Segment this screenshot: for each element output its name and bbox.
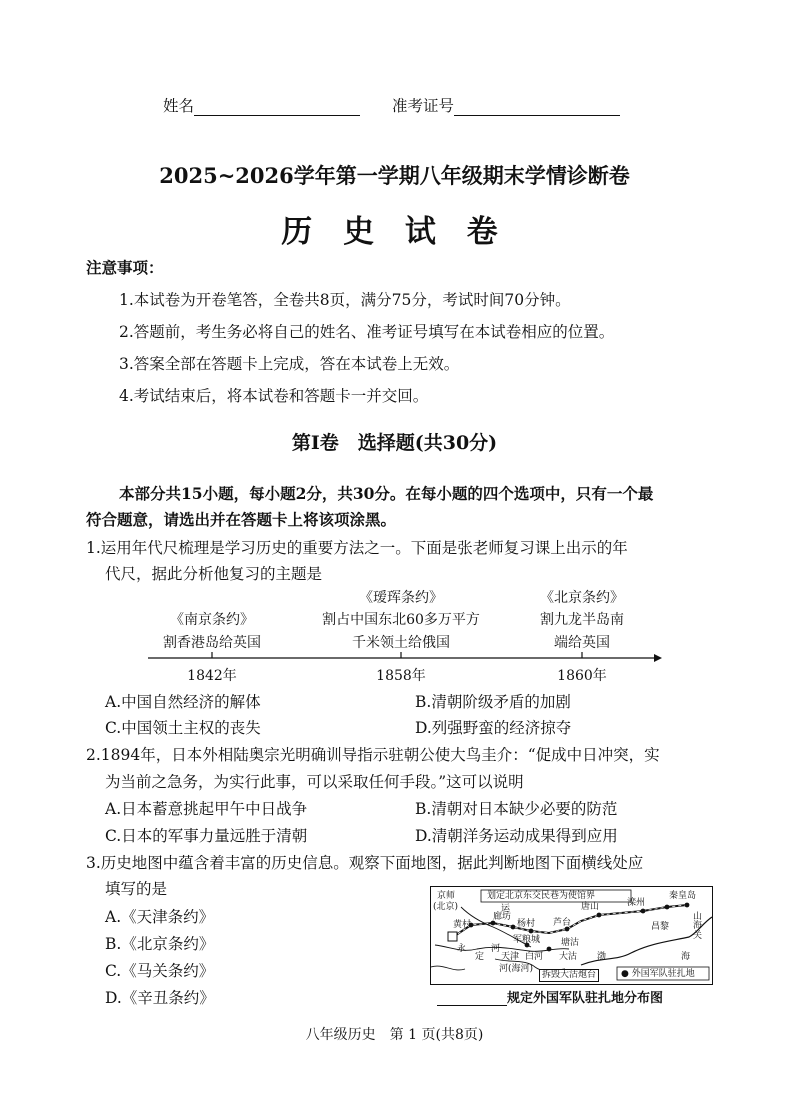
q3-map [430, 886, 713, 985]
timeline-desc: 割香港岛给英国 [163, 635, 261, 651]
timeline-treaty: 《瑷珲条约》 [359, 590, 443, 606]
map-label: 滦州 [627, 898, 646, 908]
map-label: 定 [475, 952, 485, 962]
q1-option-c[interactable]: C.中国领土主权的丧失 [105, 719, 261, 737]
map-label: 黄村 [453, 920, 472, 930]
q1-option-d[interactable]: D.列强野蛮的经济掠夺 [415, 719, 572, 737]
q2-stem: 2.1894年，日本外相陆奥宗光明确训导指示驻朝公使大鸟圭介：“促成中日冲突，实 [86, 746, 660, 764]
map-label: 河 [491, 944, 501, 954]
note-item: 1.本试卷为开卷笔答，全卷共8页，满分75分，考试时间70分钟。 [119, 291, 571, 309]
section-intro: 本部分共15小题，每小题2分，共30分。在每小题的四个选项中，只有一个最 [119, 484, 654, 503]
q2-option-a[interactable]: A.日本蓄意挑起甲午中日战争 [105, 800, 308, 818]
map-label: 拆毁大沽炮台 [539, 969, 599, 982]
map-caption [437, 987, 663, 1006]
section-title: 第Ⅰ卷 选择题(共30分) [291, 432, 498, 454]
timeline-treaty: 《北京条约》 [540, 590, 624, 606]
timeline-desc: 割九龙半岛南 [540, 612, 624, 628]
id-label: 准考证号 [392, 97, 455, 115]
q1-stem: 代尺，据此分析他复习的主题是 [105, 565, 323, 583]
subject-title: 历 史 试 卷 [281, 214, 508, 250]
page-footer: 八年级历史 第 1 页(共8页) [305, 1027, 484, 1043]
map-label: 海 [681, 952, 691, 962]
map-label: 军粮城 [513, 935, 541, 945]
timeline-desc: 千米领土给俄国 [352, 635, 450, 651]
map-label: 杨村 [517, 919, 536, 929]
id-blank[interactable] [454, 98, 620, 116]
note-item: 4.考试结束后，将本试卷和答题卡一并交回。 [119, 387, 429, 405]
map-label: (北京) [433, 902, 459, 912]
map-label: 山海关 [693, 912, 703, 941]
map-label: 廊坊 [493, 912, 512, 922]
caption-blank[interactable] [437, 992, 507, 1006]
q2-stem: 为当前之急务，为实行此事，可以采取任何手段。”这可以说明 [105, 773, 524, 791]
q1-option-b[interactable]: B.清朝阶级矛盾的加剧 [415, 693, 571, 711]
q1-stem: 1.运用年代尺梳理是学习历史的重要方法之一。下面是张老师复习课上出示的年 [86, 539, 628, 557]
exam-title: 2025~2026学年第一学期八年级期末学情诊断卷 [159, 163, 630, 188]
q3-option-d[interactable]: D.《辛丑条约》 [105, 989, 215, 1007]
section-intro: 符合题意，请选出并在答题卡上将该项涂黑。 [86, 510, 397, 529]
map-label: 天津 [501, 952, 520, 962]
q3-option-c[interactable]: C.《马关条约》 [105, 962, 215, 980]
q3-stem: 填写的是 [105, 880, 168, 898]
map-label: 京师 [437, 891, 456, 901]
timeline-treaty: 《南京条约》 [170, 612, 254, 628]
q1-timeline [86, 585, 706, 685]
name-blank[interactable] [194, 98, 360, 116]
q2-option-d[interactable]: D.清朝洋务运动成果得到应用 [415, 827, 618, 845]
map-label: 河(海河) [499, 964, 534, 974]
map-label: 白河 [525, 952, 544, 962]
map-label: 秦皇岛 [669, 891, 697, 901]
q3-option-b[interactable]: B.《北京条约》 [105, 935, 215, 953]
map-label: 大沽 [559, 952, 578, 962]
notes-heading: 注意事项： [86, 258, 164, 277]
timeline-desc: 端给英国 [554, 635, 610, 651]
name-field [163, 94, 360, 116]
note-item: 3.答案全部在答题卡上完成，答在本试卷上无效。 [119, 355, 460, 373]
q2-option-b[interactable]: B.清朝对日本缺少必要的防范 [415, 800, 618, 818]
note-item: 2.答题前，考生务必将自己的姓名、准考证号填写在本试卷相应的位置。 [119, 323, 615, 341]
map-legend: ● 外国军队驻扎地 [621, 969, 695, 979]
timeline-year: 1860年 [557, 668, 607, 684]
map-label: 运 [501, 904, 511, 914]
map-banner-text: 划定北京东交民巷为使馆界 [487, 891, 596, 901]
id-field [392, 94, 620, 116]
name-label: 姓名 [163, 97, 195, 115]
q1-option-a[interactable]: A.中国自然经济的解体 [105, 693, 261, 711]
map-label: 唐山 [581, 902, 600, 912]
timeline-year: 1858年 [376, 668, 426, 684]
map-label: 塘沽 [561, 938, 580, 948]
map-label: 芦台 [553, 918, 572, 928]
q2-option-c[interactable]: C.日本的军事力量远胜于清朝 [105, 827, 308, 845]
map-label: 昌黎 [651, 922, 670, 932]
timeline-desc: 割占中国东北60多万平方 [322, 612, 480, 628]
map-label: 渤 [597, 952, 607, 962]
q3-stem: 3.历史地图中蕴含着丰富的历史信息。观察下面地图，据此判断地图下面横线处应 [86, 854, 644, 872]
map-caption-text: 规定外国军队驻扎地分布图 [507, 991, 664, 1006]
map-label: 永 [457, 944, 467, 954]
q3-option-a[interactable]: A.《天津条约》 [105, 908, 215, 926]
timeline-year: 1842年 [187, 668, 237, 684]
